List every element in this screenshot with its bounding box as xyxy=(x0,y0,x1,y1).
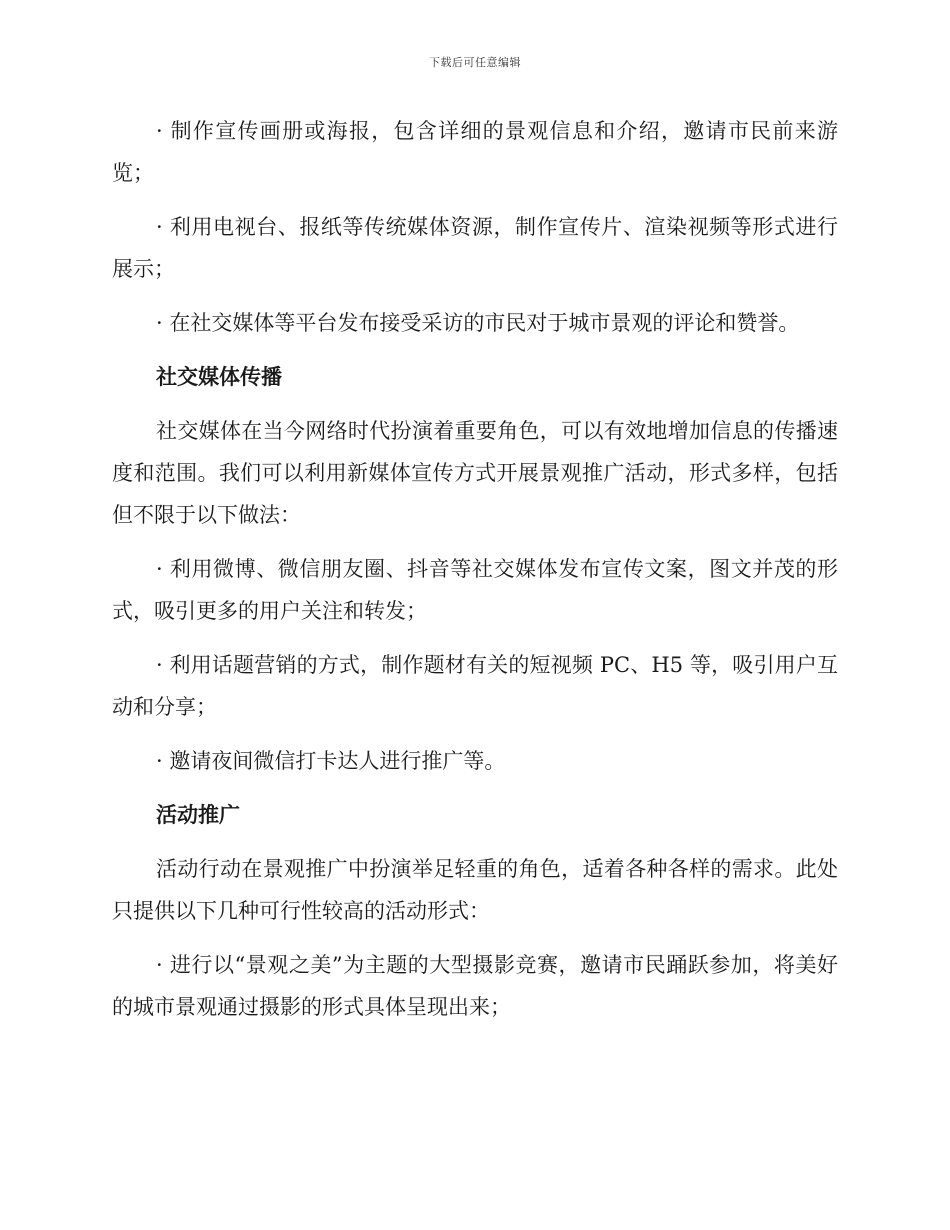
section-heading: 社交媒体传播 xyxy=(156,364,282,389)
body-paragraph: 活动行动在景观推广中扮演举足轻重的角色，适着各种各样的需求。此处只提供以下几种可行性较高的活动形式： xyxy=(112,857,838,923)
bullet-paragraph: · 利用电视台、报纸等传统媒体资源，制作宣传片、渲染视频等形式进行展示； xyxy=(112,215,838,281)
document-body xyxy=(112,110,838,1040)
bullet-paragraph: · 利用微博、微信朋友圈、抖音等社交媒体发布宣传文案，图文并茂的形式，吸引更多的用户关注和转发； xyxy=(112,557,838,623)
bullet-paragraph: · 制作宣传画册或海报，包含详细的景观信息和介绍，邀请市民前来游览； xyxy=(112,119,838,185)
bullet-paragraph: · 进行以“景观之美”为主题的大型摄影竞赛，邀请市民踊跃参加，将美好的城市景观通过摄影的形式具体呈现出来； xyxy=(112,953,838,1019)
bullet-paragraph: · 在社交媒体等平台发布接受采访的市民对于城市景观的评论和赞誉。 xyxy=(156,311,800,335)
bullet-paragraph: · 利用话题营销的方式，制作题材有关的短视频 PC、H5 等，吸引用户互动和分享； xyxy=(112,653,838,719)
body-paragraph: 社交媒体在当今网络时代扮演着重要角色，可以有效地增加信息的传播速度和范围。我们可以利用新媒体宣传方式开展景观推广活动，形式多样，包括但不限于以下做法： xyxy=(112,419,838,527)
section-heading: 活动推广 xyxy=(156,802,240,827)
page-header: 下载后可任意编辑 xyxy=(429,56,521,69)
bullet-paragraph: · 邀请夜间微信打卡达人进行推广等。 xyxy=(156,749,506,773)
